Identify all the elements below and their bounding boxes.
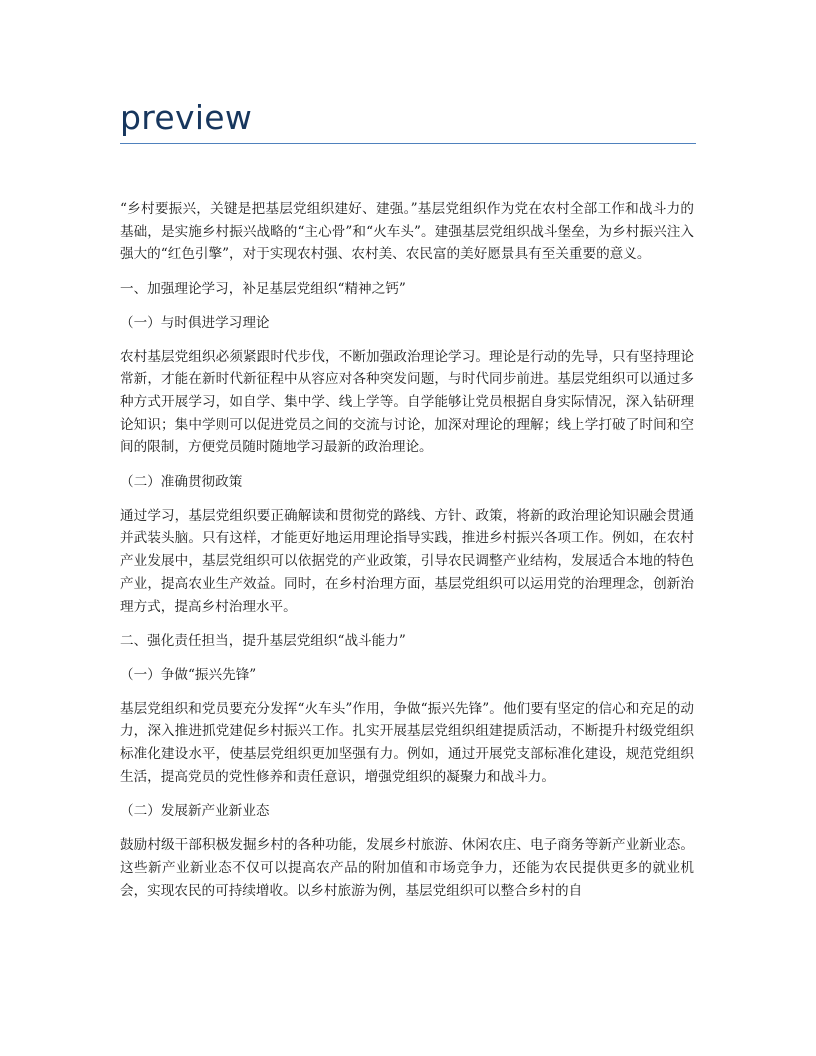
intro-paragraph: “乡村要振兴，关键是把基层党组织建好、建强。”基层党组织作为党在农村全部工作和战斗力的基础，是实施乡村振兴战略的“主心骨”和“火车头”。建强基层党组织战斗堡垒，为乡村振兴注入强大的“红色引擎”，对于实现农村强、农村美、农民富的美好愿景具有至关重要的意义。 — [120, 201, 694, 263]
subsection-heading-2-2: （二）发展新产业新业态 — [120, 803, 270, 820]
title-divider — [120, 143, 696, 144]
page-title: preview — [120, 98, 253, 137]
document-body — [120, 198, 694, 914]
section-heading-1: 一、加强理论学习，补足基层党组织“精神之钙” — [120, 281, 406, 298]
body-paragraph-1-1: 农村基层党组织必须紧跟时代步伐，不断加强政治理论学习。理论是行动的先导，只有坚持理论常新，才能在新时代新征程中从容应对各种突发问题，与时代同步前进。基层党组织可以通过多种方式开展学习，如自学、集中学、线上学等。自学能够让党员根据自身实际情况，深入钻研理论知识；集中学则可以促进党员之间的交流与讨论，加深对理论的理解；线上学打破了时间和空间的限制，方便党员随时随地学习最新的政治理论。 — [120, 348, 694, 456]
body-paragraph-2-2: 鼓励村级干部积极发掘乡村的各种功能，发展乡村旅游、休闲农庄、电子商务等新产业新业态。这些新产业新业态不仅可以提高农产品的附加值和市场竞争力，还能为农民提供更多的就业机会，实现农民的可持续增收。以乡村旅游为例，基层党组织可以整合乡村的自 — [120, 837, 694, 899]
body-paragraph-1-2: 通过学习，基层党组织要正确解读和贯彻党的路线、方针、政策，将新的政治理论知识融会贯通并武装头脑。只有这样，才能更好地运用理论指导实践，推进乡村振兴各项工作。例如，在农村产业发展中，基层党组织可以依据党的产业政策，引导农民调整产业结构，发展适合本地的特色产业，提高农业生产效益。同时，在乡村治理方面，基层党组织可以运用党的治理理念，创新治理方式，提高乡村治理水平。 — [120, 507, 694, 615]
subsection-heading-2-1: （一）争做“振兴先锋” — [120, 666, 257, 683]
subsection-heading-1-2: （二）准确贯彻政策 — [120, 474, 243, 491]
section-heading-2: 二、强化责任担当，提升基层党组织“战斗能力” — [120, 633, 406, 650]
subsection-heading-1-1: （一）与时俱进学习理论 — [120, 314, 270, 331]
body-paragraph-2-1: 基层党组织和党员要充分发挥“火车头”作用，争做“振兴先锋”。他们要有坚定的信心和充足的动力，深入推进抓党建促乡村振兴工作。扎实开展基层党组织组建提质活动，不断提升村级党组织标准化建设水平，使基层党组织更加坚强有力。例如，通过开展党支部标准化建设，规范党组织生活，提高党员的党性修养和责任意识，增强党组织的凝聚力和战斗力。 — [120, 700, 694, 785]
